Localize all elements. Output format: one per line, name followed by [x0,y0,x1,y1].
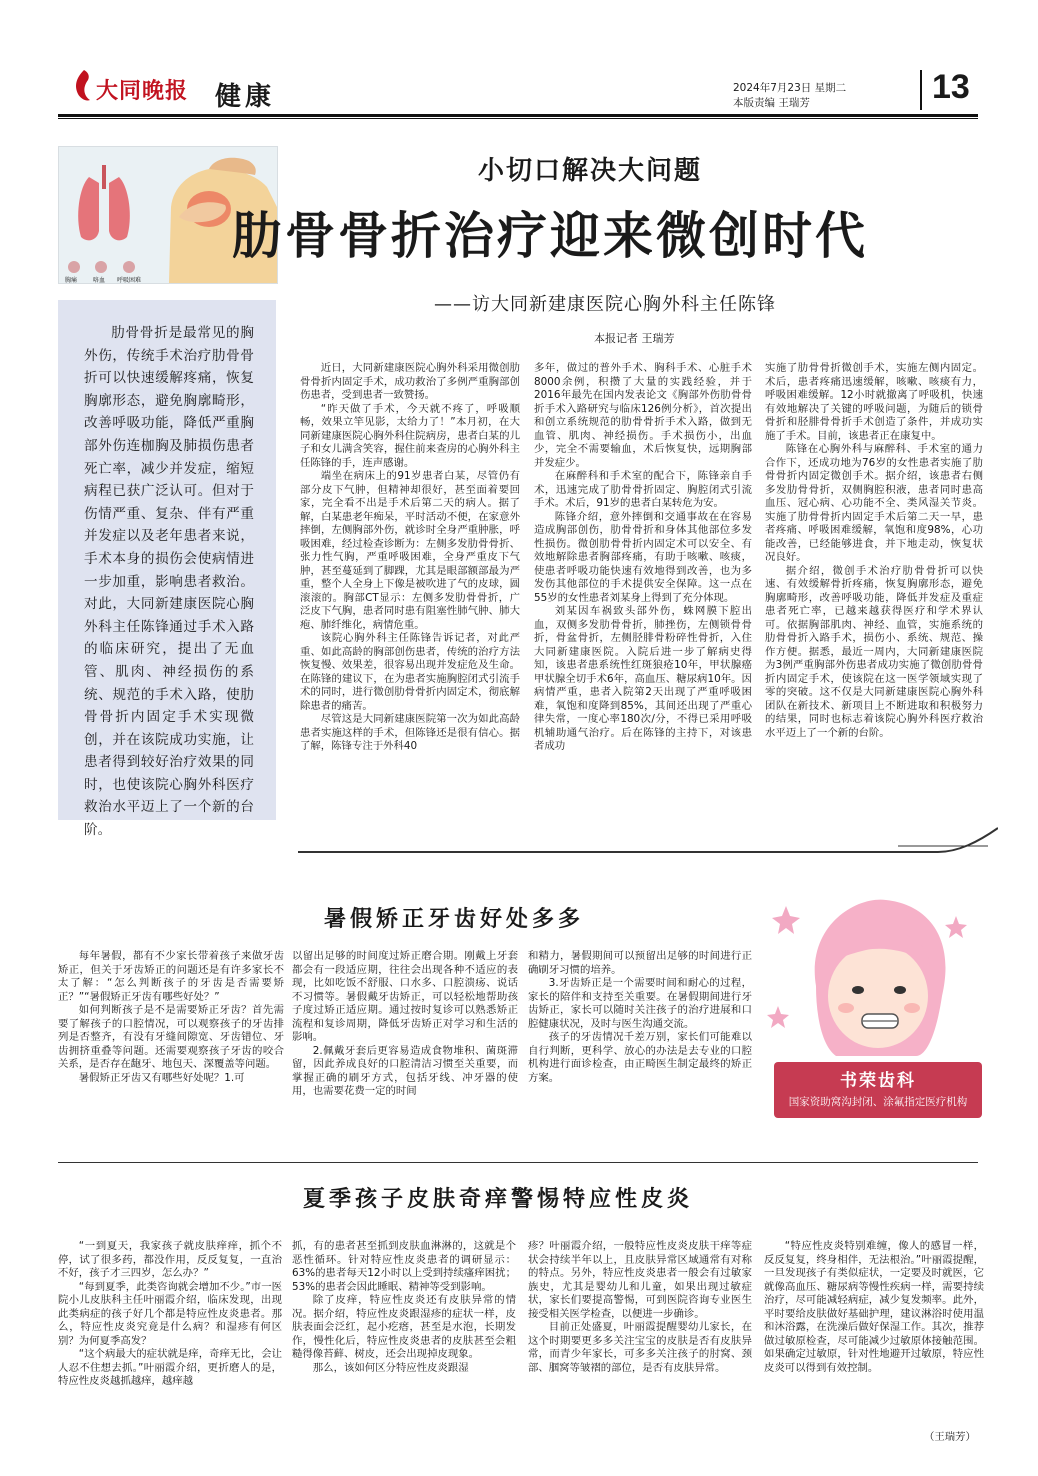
paragraph: 抓，有的患者甚至抓到皮肤血淋淋的，这就是个恶性循环。针对特应性皮炎患者的调研显示：63%的患者每天12小时以上受到持续瘙痒困扰；53%的患者会因此睡眠、精神等受到影响。 [292,1240,516,1293]
paragraph: 该院心胸外科主任陈锋告诉记者，对此严重、如此高龄的胸部创伤患者，传统的治疗方法恢复慢、效果差，很容易出现并发症危及生命。在陈锋的建议下，在为患者实施胸腔闭式引流手术的同时，进行微创肋骨骨折内固定术，彻底解除患者的痛苦。 [300,632,520,712]
paragraph: “每到夏季，此类咨询就会增加不少。”市一医院小儿皮肤科主任叶丽霞介绍，临床发现，出现此类病症的孩子好几个都是特应性皮炎患者。那么，特应性皮炎究竟是什么病？和湿疹有何区别？为何夏季高发？ [58,1280,282,1347]
paragraph: 在麻醉科和手术室的配合下，陈锋亲自手术，迅速完成了肋骨骨折固定、胸腔闭式引流手术。术后，91岁的患者白某转危为安。 [534,470,752,509]
paragraph: 目前正处盛夏，叶丽霞提醒婴幼儿家长，在这个时期要更多多关注宝宝的皮肤是否有皮肤异常，而青少年家长，可多多关注孩子的肘窝、颈部、腘窝等皱褶的部位，是否有皮肤异常。 [528,1321,752,1374]
paragraph: “这个病最大的症状就是痒，奇痒无比，会让人忍不住想去抓。”叶丽霞介绍，更折磨人的是，特应性皮炎越抓越痒，越痒越 [58,1348,282,1387]
paragraph: 每年暑假，都有不少家长带着孩子来做牙齿矫正，但关于牙齿矫正的问题还是有许多家长不太了解：“怎么判断孩子的牙齿是否需要矫正？”“暑假矫正牙齿有哪些好处？” [58,950,284,1003]
paragraph: 多年，做过的普外手术、胸科手术、心脏手术8000余例，积攒了大量的实践经验，并于2016年最先在国内发表论文《胸部外伤肋骨骨折手术入路研究与临床126例分析》，首次提出和创立系统规范的肋骨骨折手术入路，做到无血管、肌肉、神经损伤。手术损伤小，出血少，完全不需要输血，术后恢复快，远期胸部并发症少。 [534,362,752,469]
paragraph: 陈锋介绍，意外摔倒和交通事故在在容易造成胸部创伤，肋骨骨折和身体其他部位多发性损伤。微创肋骨骨折内固定术可以安全、有效地解除患者胸部疼痛，有助于咳嗽、咳痰，使患者呼吸功能快速有效地得到改善，也为多发伤其他部位的手术提供安全保障。这一点在55岁的女性患者刘某身上得到了充分体现。 [534,510,752,604]
article1-title: 肋骨骨折治疗迎来微创时代 [232,207,868,265]
paragraph: 除了皮痒，特应性皮炎还有皮肤异常的情况。据介绍，特应性皮炎跟湿疹的症状一样，皮肤表面会泛红，起小疙瘩，甚至是水泡，长期发作，慢性化后，特应性皮炎患者的皮肤甚至会粗糙得像苔藓、树皮，还会出现掉皮现象。 [292,1294,516,1360]
paragraph: 暑假矫正牙齿又有哪些好处呢？1.可 [78,1071,245,1084]
header-divider [920,70,922,110]
icon-caption-2: 咯血 [93,277,106,284]
paragraph: 据介绍，微创手术治疗肋骨骨折可以快速、有效缓解骨折疼痛，恢复胸廓形态，避免胸廓畸形，改善呼吸功能，降低并发症及重症患者死亡率，已越来越获得医疗和学术界认可。依据胸部肌肉、神经、血管，实施系统的肋骨骨折入路手术，损伤小、系统、规范、操作方便。据悉，最近一周内，大同新建康医院为3例严重胸部外伤患者成功实施了微创肋骨骨折内固定手术，使该院在这一医学领域实现了零的突破。这不仅是大同新建康医院心胸外科团队在新技术、新项目上不断进取和积极努力的结果，同时也标志着该院心胸外科医疗救治水平迈上了一个新的台阶。 [765,564,983,739]
article3-column-3 [528,1240,752,1375]
paragraph: 端坐在病床上的91岁患者白某，尽管仍有部分皮下气肿，但精神却很好，甚至面着要回家，完全看不出是手术后第二天的病人。据了解，白某患老年痴呆，平时活动不便，在家意外摔倒，左侧胸部外伤，就诊时全身严重肿胀，呼吸困难，经过检查诊断为：左侧多发肋骨骨折、张力性气胸，严重呼吸困难，全身严重皮下气肿，甚至蔓延到了脚踝，尤其是眼部额部最为严重，整个人全身上下像是被吹进了气的皮球，圆滚滚的。胸部CT显示：左侧多发肋骨骨折，广泛皮下气胸，患者同时患有阻塞性肺气肿、肺大疱、肺纤维化，病情危重。 [300,470,520,631]
issue-date: 2024年7月23日 星期二 [733,82,847,94]
logo-mark-icon [70,68,98,104]
section-divider-swoosh [298,822,998,858]
paragraph: 以留出足够的时间度过矫正磨合期。刚戴上牙套都会有一段适应期，往往会出现各种不适应的表现，比如吃饭不舒服、口水多、口腔溃疡、说话不习惯等。暑假戴牙齿矫正，可以轻松地帮助孩子度过矫正适应期。通过按时复诊可以熟悉矫正流程和复诊周期，降低牙齿矫正对学习和生活的影响。 [292,950,518,1043]
paragraph: 陈锋在心胸外科与麻醉科、手术室的通力合作下，还成功地为76岁的女性患者实施了肋骨骨折内固定微创手术。据介绍，该患者右侧多发肋骨骨折，双侧胸腔积液，患者同时患高血压、冠心病、心功能不全、类风湿关节炎。实施了肋骨骨折内固定手术后第二天一早，患者疼痛、呼吸困难缓解，氧饱和度98%，心功能改善，已经能够进食，并下地走动，恢复状况良好。 [765,443,983,563]
section-rule [58,1162,978,1163]
icon-caption-1: 胸痛 [65,277,78,284]
paragraph: 2.佩戴牙套后更容易造成食物堆积、菌斑滞留，因此养成良好的口腔清洁习惯至关重要，而掌握正确的刷牙方式，包括牙线、冲牙器的使用，也需要花费一定的时间 [292,1044,518,1097]
ad-tagline: 国家资助窝沟封闭、涂氟指定医疗机构 [788,1096,968,1108]
article2-column-3 [528,950,752,1085]
icon-caption-3: 呼吸困难 [117,277,142,284]
logo-text: 大同晚报 [96,78,189,104]
paragraph: 孩子的牙齿情况千差万别，家长们可能难以自行判断，更科学、放心的办法是去专业的口腔机构进行面诊检查，由正畸医生制定最终的矫正方案。 [528,1031,752,1084]
paragraph: 疹？叶丽霞介绍，一般特应性皮炎皮肤干痒等症状会持续半年以上，且皮肤异常区域通常有对称的特点。另外，特应性皮炎患者一般会有过敏家族史，尤其是婴幼儿和儿童，如果出现过敏症状，家长们要提高警惕，可到医院咨询专业医生接受相关医学检查，以便进一步确诊。 [528,1240,752,1320]
article2-column-1 [58,950,284,1085]
article1-subtitle: ——访大同新建康医院心胸外科主任陈锋 [434,294,776,315]
article1-byline: 本报记者 王瑞芳 [594,332,675,345]
article3-column-1 [58,1240,282,1389]
article2-title: 暑假矫正牙齿好处多多 [324,907,585,932]
article3-signoff: （王瑞芳） [924,1431,976,1443]
article1-column-2 [534,362,752,754]
page-editor: 本版责编 王瑞芳 [733,97,810,109]
section-title: 健康 [215,82,276,112]
article1-column-1 [300,362,520,754]
article3-column-2 [292,1240,516,1375]
newspaper-logo [70,62,190,110]
article1-kicker: 小切口解决大问题 [478,156,703,186]
paragraph: 如何判断孩子是不是需要矫正牙齿？首先需要了解孩子的口腔情况，可以观察孩子的牙齿排列是否整齐，有没有牙缝间隙宽、牙齿错位、牙齿拥挤重叠等问题。还需要观察孩子牙齿的咬合关系，是否存在龅牙、地包天、深覆盖等问题。 [58,1004,284,1070]
lead-paragraph: 肋骨骨折是最常见的胸外伤，传统手术治疗肋骨骨折可以快速缓解疼痛，恢复胸廓形态，避免胸廓畸形，改善呼吸功能，降低严重胸部外伤连枷胸及肺损伤患者死亡率，减少并发症，缩短病程已获广泛认可。但对于伤情严重、复杂、伴有严重并发症以及老年患者来说，手术本身的损伤会使病情进一步加重，影响患者救治。对此，大同新建康医院心胸外科主任陈锋通过手术入路的临床研究，提出了无血管、肌肉、神经损伤的系统、规范的手术入路，使肋骨骨折内固定手术实现微创，并在该院成功实施，让患者得到较好治疗效果的同时，也使该院心胸外科医疗救治水平迈上了一个新的台阶。 [84,325,254,839]
header-rule [58,114,978,117]
article1-column-3 [765,362,983,740]
header-rule-thin [58,118,978,119]
paragraph: 那么，该如何区分特应性皮炎跟湿 [312,1361,469,1374]
paragraph: 尽管这是大同新建康医院第一次为如此高龄患者实施这样的手术，但陈锋还是很有信心。据了解，陈锋专注于外科40 [300,713,520,752]
paragraph: “一到夏天，我家孩子就皮肤痒痒，抓个不停，试了很多药，都没作用，反反复复，一直治不好，孩子才三四岁，怎么办？” [58,1240,282,1279]
ad-clinic-name: 书荣齿科 [840,1071,916,1091]
paragraph: “特应性皮炎特别难缠，像人的感冒一样，反反复复，终身相伴，无法根治。”叶丽霞提醒，一旦发现孩子有类似症状，一定要及时就医，它就像高血压、糖尿病等慢性疾病一样，需要持续治疗，尽可能减轻病症，减少复发频率。此外，平时要给皮肤做好基础护理，建议淋浴时使用温和沐浴露，在洗澡后做好保湿工作。其次，推荐做过敏原检查，尽可能减少过敏原体接触范围。如果确定过敏原，针对性地避开过敏原，特应性皮炎可以得到有效控制。 [764,1240,984,1374]
paragraph: 实施了肋骨骨折微创手术，实施左侧内固定。术后，患者疼痛迅速缓解，咳嗽、咳痰有力，呼吸困难缓解。12小时就撤离了呼吸机，快速有效地解决了关键的呼吸问题，为随后的锁骨骨折和胫腓骨骨折手术创造了条件，并成功实施了手术。目前，该患者正在康复中。 [765,362,983,442]
article3-title: 夏季孩子皮肤奇痒警惕特应性皮炎 [303,1187,694,1212]
paragraph: 近日，大同新建康医院心胸外科采用微创肋骨骨折内固定手术，成功救治了多例严重胸部创伤患者，受到患者一致赞扬。 [300,362,520,401]
article3-column-4 [764,1240,984,1375]
paragraph: 刘某因车祸致头部外伤，蛛网膜下腔出血，双侧多发肋骨骨折，肺挫伤，左侧锁骨骨折，骨盆骨折，左侧胫腓骨粉碎性骨折，入住大同新建康医院。入院后进一步了解病史得知，该患者患系统性红斑狼疮10年，甲状腺癌甲状腺全切手术6年，高血压、糖尿病10年。因病情严重，患者入院第2天出现了严重呼吸困难，氧饱和度降到85%，其间还出现了严重心律失常，一度心率180次/分，不得已采用呼吸机辅助通气治疗。后在陈锋的主持下，对该患者成功 [534,605,752,752]
paragraph: “昨天做了手术，今天就不疼了，呼吸顺畅，效果立竿见影，太给力了！”本月初，在大同新建康医院心胸外科住院病房，患者白某的儿子和女儿满含笑容，握住前来查房的心胸外科主任陈锋的手，连声感谢。 [300,402,520,469]
paragraph: 和精力，暑假期间可以预留出足够的时间进行正确刷牙习惯的培养。 [528,950,752,976]
page-number: 13 [932,68,970,106]
article1-lead [84,322,254,842]
paragraph: 3.牙齿矫正是一个需要时间和耐心的过程，家长的陪伴和支持至关重要。在暑假期间进行牙齿矫正，家长可以随时关注孩子的治疗进展和口腔健康状况，及时与医生沟通交流。 [528,977,752,1030]
article2-column-2 [292,950,518,1099]
